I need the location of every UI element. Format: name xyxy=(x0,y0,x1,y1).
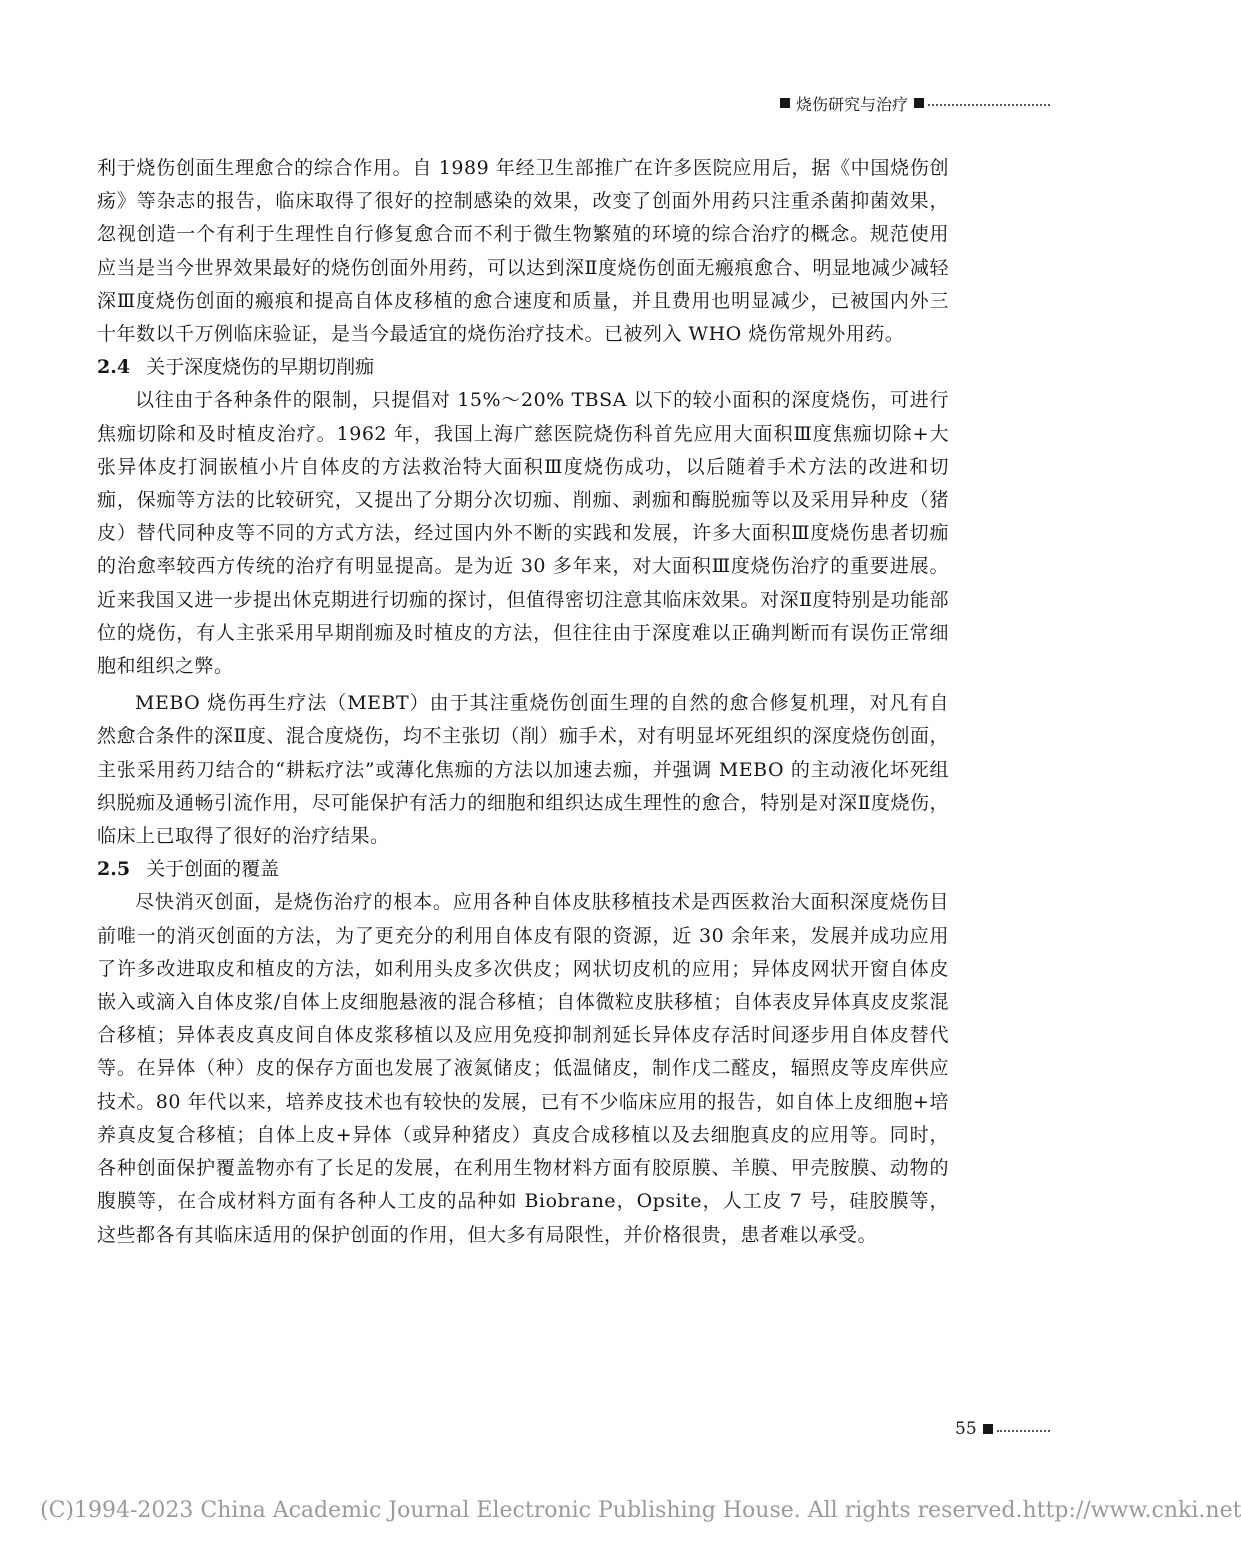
square-bullet-icon xyxy=(780,98,790,108)
running-header-title: 烧伤研究与治疗 xyxy=(796,94,909,114)
paragraph-mebt: MEBO 烧伤再生疗法（MEBT）由于其注重烧伤创面生理的自然的愈合修复机理，对凡有自然愈合条件的深Ⅱ度、混合度烧伤，均不主张切（削）痂手术，对有明显坏死组织的深度烧伤创面，主张采用药刀结合的“耕耘疗法”或薄化焦痂的方法以加速去痂，并强调 MEBO 的主动液化坏死组织脱痂及通畅引流作用，尽可能保护有活力的细胞和组织达成生理性的愈合，特别是对深Ⅱ度烧伤，临床上已取得了很好的治疗结果。 xyxy=(97,692,949,848)
section-number: 2.5 xyxy=(97,858,131,881)
paragraph-early-excision: 以往由于各种条件的限制，只提倡对 15%～20% TBSA 以下的较小面积的深度烧伤，可进行焦痂切除和及时植皮治疗。1962 年，我国上海广慈医院烧伤科首先应用大面积Ⅲ度焦痂切除+大张异体皮打洞嵌植小片自体皮的方法救治特大面积Ⅲ度烧伤成功，以后随着手术方法的改进和切痂，保痂等方法的比较研究，又提出了分期分次切痂、削痂、剥痂和酶脱痂等以及采用异种皮（猪皮）替代同种皮等不同的方式方法，经过国内外不断的实践和发展，许多大面积Ⅲ度烧伤患者切痂的治愈率较西方传统的治疗有明显提高。是为近 30 多年来，对大面积Ⅲ度烧伤治疗的重要进展。近来我国又进一步提出休克期进行切痂的探讨，但值得密切注意其临床效果。对深Ⅱ度特别是功能部位的烧伤，有人主张采用早期削痂及时植皮的方法，但往往由于深度难以正确判断而有误伤正常细胞和组织之弊。 xyxy=(97,389,949,678)
square-bullet-icon xyxy=(914,98,924,108)
article-body xyxy=(97,152,949,1252)
page-number: 55 xyxy=(955,1419,977,1439)
dotted-leader xyxy=(997,1430,1050,1432)
copyright-text: (C)1994-2023 China Academic Journal Electronic Publishing House. All rights reserved. xyxy=(40,1498,1023,1523)
section-number: 2.4 xyxy=(97,356,131,379)
page-footer xyxy=(955,1417,1050,1441)
section-title: 关于深度烧伤的早期切削痂 xyxy=(146,356,375,379)
running-header xyxy=(780,92,1050,114)
section-heading-2-4 xyxy=(97,351,949,384)
cnki-url: http://www.cnki.net xyxy=(1022,1498,1241,1523)
paragraph-wound-coverage: 尽快消灭创面，是烧伤治疗的根本。应用各种自体皮肤移植技术是西医救治大面积深度烧伤目前唯一的消灭创面的方法，为了更充分的利用自体皮有限的资源，近 30 余年来，发展并成功应用了许多改进取皮和植皮的方法，如利用头皮多次供皮；网状切皮机的应用；异体皮网状开窗自体皮嵌入或滴入自体皮浆/自体上皮细胞悬液的混合移植；自体微粒皮肤移植；自体表皮异体真皮皮浆混合移植；异体表皮真皮间自体皮浆移植以及应用免疫抑制剂延长异体皮存活时间逐步用自体皮替代等。在异体（种）皮的保存方面也发展了液氮储皮；低温储皮，制作戊二醛皮，辐照皮等皮库供应技术。80 年代以来，培养皮技术也有较快的发展，已有不少临床应用的报告，如自体上皮细胞+培养真皮复合移植；自体上皮+异体（或异种猪皮）真皮合成移植以及去细胞真皮的应用等。同时，各种创面保护覆盖物亦有了长足的发展，在利用生物材料方面有胶原膜、羊膜、甲壳胺膜、动物的腹膜等，在合成材料方面有各种人工皮的品种如 Biobrane，Opsite，人工皮 7 号，硅胶膜等，这些都各有其临床适用的保护创面的作用，但大多有局限性，并价格很贵，患者难以承受。 xyxy=(97,891,949,1246)
section-heading-2-5 xyxy=(97,853,949,886)
copyright-watermark xyxy=(40,1498,1241,1523)
square-bullet-icon xyxy=(983,1424,993,1434)
paragraph-continued: 利于烧伤创面生理愈合的综合作用。自 1989 年经卫生部推广在许多医院应用后，据《中国烧伤创疡》等杂志的报告，临床取得了很好的控制感染的效果，改变了创面外用药只注重杀菌抑菌效果，忽视创造一个有利于生理性自行修复愈合而不利于微生物繁殖的环境的综合治疗的概念。规范使用应当是当今世界效果最好的烧伤创面外用药，可以达到深Ⅱ度烧伤创面无瘢痕愈合、明显地减少减轻深Ⅲ度烧伤创面的瘢痕和提高自体皮移植的愈合速度和质量，并且费用也明显减少，已被国内外三十年数以千万例临床验证，是当今最适宜的烧伤治疗技术。已被列入 WHO 烧伤常规外用药。 xyxy=(97,157,949,346)
section-title: 关于创面的覆盖 xyxy=(146,858,280,881)
dotted-leader xyxy=(928,104,1050,106)
